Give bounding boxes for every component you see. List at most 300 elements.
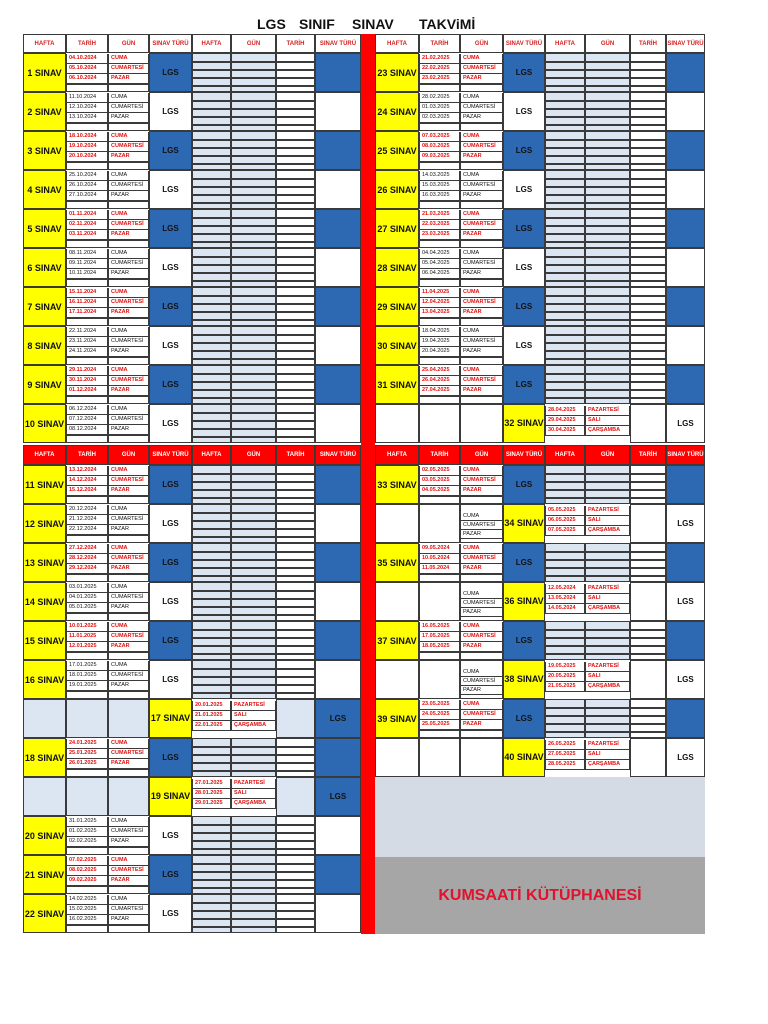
grid-line xyxy=(192,358,231,360)
grid-line xyxy=(276,69,315,71)
grid-line xyxy=(545,100,585,102)
grid-line xyxy=(192,887,231,889)
grid-line xyxy=(630,100,666,102)
grid-line xyxy=(276,256,315,258)
column-header-right-3: SINAV TÜRÜ xyxy=(503,34,545,53)
grid-line xyxy=(545,497,585,499)
grid-line xyxy=(545,358,585,360)
grid-line xyxy=(585,559,630,561)
week-label: 16 SINAV xyxy=(23,660,66,699)
grid-line xyxy=(585,715,630,717)
grid-line xyxy=(585,358,630,360)
day-cell: SALI xyxy=(231,789,276,799)
grid-line xyxy=(192,116,231,118)
grid-line xyxy=(630,311,666,313)
grid-line xyxy=(192,489,231,491)
blank-cell xyxy=(66,279,108,287)
blank-cell xyxy=(419,84,460,92)
blank-cell xyxy=(666,699,705,738)
date-cell: 20.12.2024 xyxy=(66,505,108,515)
day-cell: SALI xyxy=(585,750,630,760)
grid-line xyxy=(545,186,585,188)
date-cell: 08.11.2024 xyxy=(66,249,108,259)
date-cell: 03.01.2025 xyxy=(66,583,108,593)
blank-cell xyxy=(666,365,705,404)
grid-line xyxy=(231,645,276,647)
blank-cell xyxy=(315,582,361,621)
day-cell: CUMA xyxy=(108,544,149,554)
blank-cell xyxy=(419,240,460,248)
day-cell: PAZAR xyxy=(460,113,503,123)
grid-line xyxy=(276,241,315,243)
blank-cell xyxy=(66,847,108,855)
date-cell: 22.12.2024 xyxy=(66,525,108,535)
grid-line xyxy=(630,397,666,399)
week-label: 26 SINAV xyxy=(375,170,419,209)
day-cell: CUMA xyxy=(108,622,149,632)
day-cell: PAZAR xyxy=(108,837,149,847)
blank-cell xyxy=(108,240,149,248)
week-label: 29 SINAV xyxy=(375,287,419,326)
grid-line xyxy=(231,163,276,165)
grid-line xyxy=(192,606,231,608)
grid-line xyxy=(585,186,630,188)
day-cell: CUMARTESİ xyxy=(460,632,503,642)
exam-type-cell: LGS xyxy=(666,582,705,621)
week-label: 3 SINAV xyxy=(23,131,66,170)
week-label: 9 SINAV xyxy=(23,365,66,404)
grid-line xyxy=(630,202,666,204)
date-cell: 14.12.2024 xyxy=(66,476,108,486)
day-cell: CUMA xyxy=(460,366,503,376)
grid-line xyxy=(276,420,315,422)
blank-cell xyxy=(419,574,460,582)
blank-cell xyxy=(66,318,108,326)
date-cell: 24.05.2025 xyxy=(419,710,460,720)
column-header-left-7: SINAV TÜRÜ xyxy=(315,445,361,465)
day-cell: CUMA xyxy=(460,54,503,64)
center-separator xyxy=(361,34,375,934)
date-cell: 24.11.2024 xyxy=(66,347,108,357)
grid-line xyxy=(585,139,630,141)
column-header-left-0: HAFTA xyxy=(23,445,66,465)
grid-line xyxy=(276,108,315,110)
day-cell: CUMA xyxy=(460,210,503,220)
date-cell: 23.03.2025 xyxy=(419,230,460,240)
column-header-right-2: GÜN xyxy=(460,34,503,53)
grid-line xyxy=(585,108,630,110)
date-cell: 20.05.2025 xyxy=(545,672,585,682)
blank-cell xyxy=(315,621,361,660)
date-cell: 04.05.2025 xyxy=(419,486,460,496)
grid-line xyxy=(585,319,630,321)
blank-cell xyxy=(108,496,149,504)
blank-cell xyxy=(666,326,705,365)
date-cell: 29.04.2025 xyxy=(545,416,585,426)
grid-line xyxy=(276,497,315,499)
grid-line xyxy=(630,241,666,243)
grid-line xyxy=(276,358,315,360)
grid-line xyxy=(276,879,315,881)
grid-line xyxy=(276,272,315,274)
date-cell: 28.02.2025 xyxy=(419,93,460,103)
date-cell: 26.10.2024 xyxy=(66,181,108,191)
grid-line xyxy=(585,350,630,352)
grid-line xyxy=(276,910,315,912)
date-cell: 19.10.2024 xyxy=(66,142,108,152)
day-cell: CUMARTESİ xyxy=(460,599,503,608)
week-label: 34 SINAV xyxy=(503,504,545,543)
blank-cell xyxy=(108,699,149,738)
grid-line xyxy=(545,481,585,483)
grid-line xyxy=(276,887,315,889)
blank-cell xyxy=(315,53,361,92)
blank-cell xyxy=(108,847,149,855)
grid-line xyxy=(192,373,231,375)
blank-cell xyxy=(460,496,503,504)
grid-line xyxy=(192,832,231,834)
grid-line xyxy=(192,217,231,219)
date-cell: 03.11.2024 xyxy=(66,230,108,240)
week-label: 36 SINAV xyxy=(503,582,545,621)
grid-line xyxy=(231,684,276,686)
exam-type-cell: LGS xyxy=(666,660,705,699)
blank-cell xyxy=(419,279,460,287)
grid-line xyxy=(585,311,630,313)
day-cell: PAZAR xyxy=(108,74,149,84)
column-header-right-2: GÜN xyxy=(460,445,503,465)
date-cell: 21.03.2025 xyxy=(419,210,460,220)
grid-line xyxy=(630,116,666,118)
grid-line xyxy=(192,629,231,631)
date-cell: 30.04.2025 xyxy=(545,426,585,436)
day-cell: PAZAR xyxy=(108,642,149,652)
grid-line xyxy=(276,926,315,928)
grid-line xyxy=(192,590,231,592)
grid-line xyxy=(276,754,315,756)
grid-line xyxy=(192,684,231,686)
week-label: 22 SINAV xyxy=(23,894,66,933)
day-cell: PAZAR xyxy=(108,603,149,613)
blank-cell xyxy=(108,691,149,699)
blank-cell xyxy=(276,699,315,738)
exam-type-cell: LGS xyxy=(149,404,192,443)
exam-type-cell: LGS xyxy=(149,209,192,248)
date-cell: 22.03.2025 xyxy=(419,220,460,230)
grid-line xyxy=(192,840,231,842)
column-header-left-4: HAFTA xyxy=(192,34,231,53)
grid-line xyxy=(231,342,276,344)
day-cell: ÇARŞAMBA xyxy=(585,526,630,536)
column-header-left-3: SINAV TÜRÜ xyxy=(149,445,192,465)
grid-line xyxy=(231,108,276,110)
grid-line xyxy=(192,77,231,79)
blank-cell xyxy=(460,162,503,170)
grid-line xyxy=(192,350,231,352)
date-cell: 15.11.2024 xyxy=(66,288,108,298)
exam-type-cell: LGS xyxy=(149,738,192,777)
grid-line xyxy=(545,731,585,733)
grid-line xyxy=(276,295,315,297)
day-cell: PAZAR xyxy=(460,530,503,539)
grid-line xyxy=(585,731,630,733)
grid-line xyxy=(192,871,231,873)
grid-line xyxy=(630,85,666,87)
grid-line xyxy=(192,303,231,305)
grid-line xyxy=(630,342,666,344)
grid-line xyxy=(276,746,315,748)
blank-cell xyxy=(66,691,108,699)
day-cell: PAZAR xyxy=(108,915,149,925)
grid-line xyxy=(545,575,585,577)
day-cell: PAZAR xyxy=(460,230,503,240)
blank-cell xyxy=(108,162,149,170)
blank-cell xyxy=(419,582,460,621)
date-cell: 09.11.2024 xyxy=(66,259,108,269)
date-cell: 19.04.2025 xyxy=(419,337,460,347)
grid-line xyxy=(276,202,315,204)
grid-line xyxy=(231,887,276,889)
blank-cell xyxy=(419,396,460,404)
grid-line xyxy=(630,178,666,180)
grid-line xyxy=(231,389,276,391)
grid-line xyxy=(231,319,276,321)
week-label: 12 SINAV xyxy=(23,504,66,543)
date-cell: 10.11.2024 xyxy=(66,269,108,279)
week-label: 24 SINAV xyxy=(375,92,419,131)
grid-line xyxy=(231,614,276,616)
day-cell: CUMARTESİ xyxy=(108,376,149,386)
date-cell: 28.04.2025 xyxy=(545,406,585,416)
date-cell: 14.02.2025 xyxy=(66,895,108,905)
date-cell: 26.01.2025 xyxy=(66,759,108,769)
grid-line xyxy=(192,334,231,336)
grid-line xyxy=(231,116,276,118)
date-cell: 01.11.2024 xyxy=(66,210,108,220)
grid-line xyxy=(545,85,585,87)
blank-cell xyxy=(666,92,705,131)
date-cell: 21.01.2025 xyxy=(192,711,231,721)
day-cell: CUMA xyxy=(108,93,149,103)
blank-cell xyxy=(66,496,108,504)
grid-line xyxy=(630,653,666,655)
grid-line xyxy=(545,69,585,71)
date-cell: 12.01.2025 xyxy=(66,642,108,652)
grid-line xyxy=(585,481,630,483)
date-cell: 13.10.2024 xyxy=(66,113,108,123)
grid-line xyxy=(585,637,630,639)
day-cell: CUMARTESİ xyxy=(108,866,149,876)
date-cell: 07.05.2025 xyxy=(545,526,585,536)
grid-line xyxy=(545,373,585,375)
date-cell: 12.05.2024 xyxy=(545,584,585,594)
blank-cell xyxy=(66,925,108,933)
library-name: KUMSAATİ KÜTÜPHANESİ xyxy=(438,886,642,904)
grid-line xyxy=(585,194,630,196)
grid-line xyxy=(585,61,630,63)
grid-line xyxy=(585,397,630,399)
exam-type-cell: LGS xyxy=(315,777,361,816)
week-label: 10 SINAV xyxy=(23,404,66,443)
column-header-right-4: HAFTA xyxy=(545,34,585,53)
footer-panel xyxy=(375,857,705,934)
date-cell: 12.04.2025 xyxy=(419,298,460,308)
week-label: 37 SINAV xyxy=(375,621,419,660)
date-cell: 11.10.2024 xyxy=(66,93,108,103)
grid-line xyxy=(231,147,276,149)
grid-line xyxy=(231,233,276,235)
grid-line xyxy=(545,334,585,336)
date-cell: 21.05.2025 xyxy=(545,682,585,692)
blank-cell xyxy=(315,465,361,504)
grid-line xyxy=(630,473,666,475)
grid-line xyxy=(276,280,315,282)
grid-line xyxy=(231,217,276,219)
week-label: 23 SINAV xyxy=(375,53,419,92)
grid-line xyxy=(276,684,315,686)
exam-type-cell: LGS xyxy=(503,543,545,582)
date-cell: 21.12.2024 xyxy=(66,515,108,525)
date-cell: 08.12.2024 xyxy=(66,425,108,435)
blank-cell xyxy=(315,543,361,582)
date-cell: 06.04.2025 xyxy=(419,269,460,279)
grid-line xyxy=(545,350,585,352)
grid-line xyxy=(276,116,315,118)
blank-cell xyxy=(419,162,460,170)
grid-line xyxy=(276,848,315,850)
blank-cell xyxy=(23,699,66,738)
grid-line xyxy=(585,342,630,344)
blank-cell xyxy=(460,404,503,443)
date-cell: 01.03.2025 xyxy=(419,103,460,113)
column-header-left-2: GÜN xyxy=(108,34,149,53)
day-cell: CUMA xyxy=(108,171,149,181)
grid-line xyxy=(276,124,315,126)
day-cell: PAZAR xyxy=(108,308,149,318)
grid-line xyxy=(192,863,231,865)
blank-cell xyxy=(419,318,460,326)
grid-line xyxy=(276,575,315,577)
date-cell: 30.11.2024 xyxy=(66,376,108,386)
day-cell: CUMARTESİ xyxy=(460,259,503,269)
blank-cell xyxy=(419,123,460,131)
grid-line xyxy=(630,217,666,219)
day-cell: ÇARŞAMBA xyxy=(585,682,630,692)
exam-type-cell: LGS xyxy=(666,504,705,543)
day-cell: CUMARTESİ xyxy=(460,181,503,191)
blank-cell xyxy=(419,201,460,209)
grid-line xyxy=(630,481,666,483)
blank-cell xyxy=(419,660,460,699)
grid-line xyxy=(231,668,276,670)
exam-type-cell: LGS xyxy=(666,404,705,443)
blank-cell xyxy=(666,209,705,248)
grid-line xyxy=(276,902,315,904)
blank-cell xyxy=(66,699,108,738)
date-cell: 13.05.2024 xyxy=(545,594,585,604)
day-cell: CUMA xyxy=(460,327,503,337)
day-cell: CUMA xyxy=(460,171,503,181)
day-cell: CUMA xyxy=(460,590,503,599)
week-label: 2 SINAV xyxy=(23,92,66,131)
date-cell: 20.01.2025 xyxy=(192,701,231,711)
week-label: 20 SINAV xyxy=(23,816,66,855)
day-cell: CUMARTESİ xyxy=(108,593,149,603)
grid-line xyxy=(276,319,315,321)
grid-line xyxy=(276,770,315,772)
day-cell: CUMARTESİ xyxy=(108,905,149,915)
gray-panel xyxy=(375,777,705,857)
grid-line xyxy=(276,614,315,616)
grid-line xyxy=(545,551,585,553)
date-cell: 07.02.2025 xyxy=(66,856,108,866)
column-header-left-5: GÜN xyxy=(231,34,276,53)
grid-line xyxy=(630,108,666,110)
day-cell: CUMA xyxy=(108,132,149,142)
day-cell: ÇARŞAMBA xyxy=(585,426,630,436)
date-cell: 26.04.2025 xyxy=(419,376,460,386)
date-cell: 06.05.2025 xyxy=(545,516,585,526)
grid-line xyxy=(192,848,231,850)
blank-cell xyxy=(315,894,361,933)
grid-line xyxy=(585,707,630,709)
grid-line xyxy=(192,69,231,71)
column-header-left-6: TARİH xyxy=(276,445,315,465)
grid-line xyxy=(231,910,276,912)
title-word-sinav: SINAV xyxy=(352,16,394,32)
date-cell: 25.05.2025 xyxy=(419,720,460,730)
date-cell: 23.02.2025 xyxy=(419,74,460,84)
day-cell: CUMA xyxy=(108,405,149,415)
grid-line xyxy=(585,233,630,235)
exam-type-cell: LGS xyxy=(503,170,545,209)
grid-line xyxy=(545,311,585,313)
blank-cell xyxy=(315,816,361,855)
grid-line xyxy=(545,264,585,266)
date-cell: 11.04.2025 xyxy=(419,288,460,298)
exam-type-cell: LGS xyxy=(149,248,192,287)
date-cell: 15.02.2025 xyxy=(66,905,108,915)
exam-type-cell: LGS xyxy=(149,465,192,504)
blank-cell xyxy=(666,465,705,504)
day-cell: PAZAR xyxy=(460,608,503,617)
grid-line xyxy=(630,389,666,391)
date-cell: 18.04.2025 xyxy=(419,327,460,337)
grid-line xyxy=(630,186,666,188)
day-cell: CUMA xyxy=(108,466,149,476)
grid-line xyxy=(276,528,315,530)
grid-line xyxy=(276,225,315,227)
grid-line xyxy=(585,334,630,336)
grid-line xyxy=(192,910,231,912)
grid-line xyxy=(545,139,585,141)
grid-line xyxy=(276,264,315,266)
date-cell: 08.03.2025 xyxy=(419,142,460,152)
week-label: 39 SINAV xyxy=(375,699,419,738)
week-label: 33 SINAV xyxy=(375,465,419,504)
date-cell: 10.01.2025 xyxy=(66,622,108,632)
grid-line xyxy=(276,668,315,670)
grid-line xyxy=(276,824,315,826)
grid-line xyxy=(585,629,630,631)
grid-line xyxy=(630,559,666,561)
grid-line xyxy=(545,723,585,725)
date-cell: 29.01.2025 xyxy=(192,799,231,809)
blank-cell xyxy=(460,240,503,248)
grid-line xyxy=(630,233,666,235)
grid-line xyxy=(545,715,585,717)
date-cell: 04.04.2025 xyxy=(419,249,460,259)
